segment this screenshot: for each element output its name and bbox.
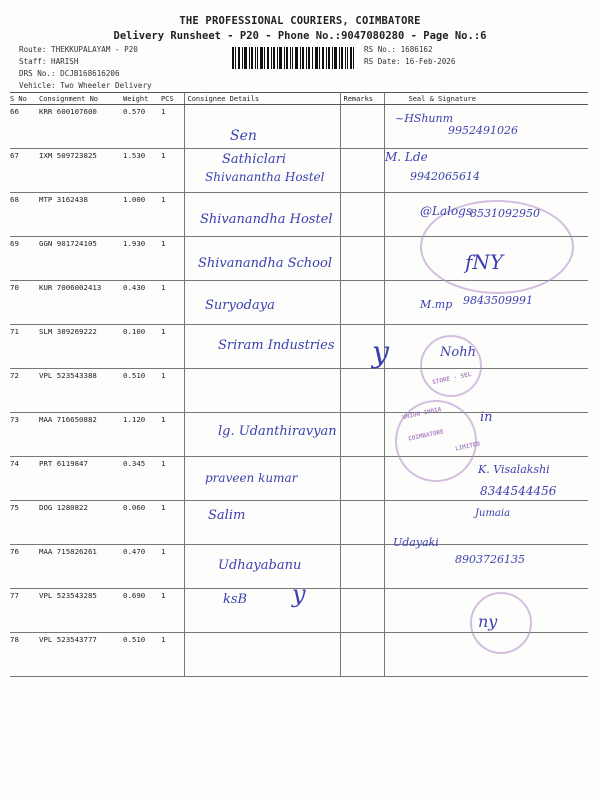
cell-sno: 78 <box>10 633 36 677</box>
handwritten-signature: fNY <box>465 250 504 274</box>
cell-consignment: VPL 523543777 <box>36 633 120 677</box>
col-sno: S No <box>10 93 36 105</box>
cell-consignment: VPL 523543388 <box>36 369 120 413</box>
col-seal: Seal & Signature <box>384 93 588 105</box>
barcode <box>232 47 354 69</box>
table-row <box>10 369 588 413</box>
cell-weight: 0.570 <box>120 105 158 149</box>
cell-sno: 67 <box>10 149 36 193</box>
cell-sno: 69 <box>10 237 36 281</box>
cell-consignment: MTP 3162438 <box>36 193 120 237</box>
stamp-text: COIMBATORE <box>407 428 445 443</box>
handwritten-name: Sathiclari <box>222 152 286 167</box>
cell-consignment: GGN 901724105 <box>36 237 120 281</box>
cell-weight: 1.530 <box>120 149 158 193</box>
handwritten-signature: ny <box>478 612 498 631</box>
cell-consignee <box>184 369 340 413</box>
stamp-text: UNION INDIA <box>401 405 443 422</box>
handwritten-name: Sriram Industries <box>218 338 335 353</box>
cell-pcs: 1 <box>158 589 184 633</box>
cell-consignment: MAA 716650882 <box>36 413 120 457</box>
company-title: THE PROFESSIONAL COURIERS, COIMBATORE <box>179 15 421 27</box>
cell-remarks <box>340 149 384 193</box>
staff-label: Staff: HARISH <box>19 57 79 66</box>
handwritten-signature: K. Visalakshi <box>478 463 550 476</box>
cell-pcs: 1 <box>158 193 184 237</box>
cell-weight: 0.510 <box>120 369 158 413</box>
handwritten-signature: Udayaki <box>393 536 439 549</box>
handwritten-mark: y <box>372 335 389 370</box>
rs-no-label: RS No.: 1686162 <box>364 45 433 54</box>
handwritten-signature: ~HShunm <box>395 112 454 125</box>
cell-consignment: KRR 600107600 <box>36 105 120 149</box>
cell-sno: 75 <box>10 501 36 545</box>
handwritten-signature: M. Lde <box>385 150 428 164</box>
cell-remarks <box>340 237 384 281</box>
cell-sno: 76 <box>10 545 36 589</box>
handwritten-phone: 8531092950 <box>470 207 540 220</box>
handwritten-name: Shivanandha Hostel <box>200 212 333 227</box>
vehicle-label: Vehicle: Two Wheeler Delivery <box>19 81 152 90</box>
cell-pcs: 1 <box>158 457 184 501</box>
cell-weight: 0.100 <box>120 325 158 369</box>
drs-label: DRS No.: DCJB168616206 <box>19 69 120 78</box>
cell-pcs: 1 <box>158 237 184 281</box>
cell-consignment: KUR 7006002413 <box>36 281 120 325</box>
cell-weight: 0.510 <box>120 633 158 677</box>
handwritten-phone: 8903726135 <box>455 553 525 566</box>
cell-pcs: 1 <box>158 149 184 193</box>
cell-pcs: 1 <box>158 501 184 545</box>
cell-consignment: SLM 389269222 <box>36 325 120 369</box>
cell-consignment: PRT 6119847 <box>36 457 120 501</box>
cell-pcs: 1 <box>158 633 184 677</box>
handwritten-phone: 9952491026 <box>448 124 518 137</box>
cell-seal <box>384 325 588 369</box>
stamp-text: LIMITED <box>454 440 481 453</box>
rs-date-label: RS Date: 16-Feb-2026 <box>364 57 456 66</box>
cell-sno: 74 <box>10 457 36 501</box>
cell-weight: 1.930 <box>120 237 158 281</box>
cell-remarks <box>340 193 384 237</box>
handwritten-name: Salim <box>208 508 246 523</box>
col-pcs: PCS <box>158 93 184 105</box>
cell-pcs: 1 <box>158 325 184 369</box>
cell-sno: 68 <box>10 193 36 237</box>
handwritten-signature: Nohh <box>440 345 476 360</box>
cell-consignment: VPL 523543285 <box>36 589 120 633</box>
cell-seal <box>384 545 588 589</box>
cell-pcs: 1 <box>158 545 184 589</box>
cell-sno: 77 <box>10 589 36 633</box>
cell-remarks <box>340 545 384 589</box>
col-remarks: Remarks <box>340 93 384 105</box>
col-consignee: Consignee Details <box>184 93 340 105</box>
cell-sno: 73 <box>10 413 36 457</box>
cell-weight: 0.060 <box>120 501 158 545</box>
cell-sno: 66 <box>10 105 36 149</box>
handwritten-name: ksB <box>223 592 248 607</box>
handwritten-name: Shivanantha Hostel <box>205 170 325 184</box>
handwritten-phone: 9843509991 <box>463 294 533 307</box>
handwritten-name: Suryodaya <box>205 298 275 313</box>
cell-remarks <box>340 501 384 545</box>
cell-weight: 0.470 <box>120 545 158 589</box>
cell-remarks <box>340 589 384 633</box>
handwritten-name: Sen <box>230 128 257 144</box>
handwritten-mark: y <box>292 580 306 608</box>
cell-pcs: 1 <box>158 413 184 457</box>
handwritten-name: Udhayabanu <box>218 558 302 573</box>
cell-remarks <box>340 281 384 325</box>
handwritten-phone: 8344544456 <box>480 484 557 498</box>
cell-remarks <box>340 633 384 677</box>
cell-remarks <box>340 413 384 457</box>
cell-weight: 0.345 <box>120 457 158 501</box>
cell-pcs: 1 <box>158 281 184 325</box>
cell-pcs: 1 <box>158 105 184 149</box>
route-label: Route: THEKKUPALAYAM - P20 <box>19 45 138 54</box>
cell-consignment: MAA 715826261 <box>36 545 120 589</box>
cell-consignment: IXM 509723825 <box>36 149 120 193</box>
cell-sno: 71 <box>10 325 36 369</box>
cell-consignee <box>184 589 340 633</box>
cell-weight: 1.000 <box>120 193 158 237</box>
handwritten-phone: 9942065614 <box>410 170 480 183</box>
cell-consignee <box>184 105 340 149</box>
cell-consignee <box>184 633 340 677</box>
cell-remarks <box>340 457 384 501</box>
handwritten-name: Shivanandha School <box>198 256 332 271</box>
cell-remarks <box>340 105 384 149</box>
col-weight: Weight <box>120 93 158 105</box>
runsheet-title: Delivery Runsheet - P20 - Phone No.:9047080280 - Page No.:6 <box>113 30 487 42</box>
cell-weight: 1.120 <box>120 413 158 457</box>
cell-weight: 0.430 <box>120 281 158 325</box>
cell-remarks <box>340 369 384 413</box>
cell-pcs: 1 <box>158 369 184 413</box>
handwritten-signature: @Lalogs <box>420 204 473 218</box>
handwritten-name: lg. Udanthiravyan <box>218 424 337 439</box>
handwritten-signature: M.mp <box>420 298 453 311</box>
stamp-text: STORE · SEL <box>431 370 473 387</box>
table-header-row <box>10 93 588 105</box>
handwritten-signature: in <box>480 410 493 425</box>
cell-consignment: DOG 1280822 <box>36 501 120 545</box>
handwritten-name: praveen kumar <box>205 471 298 485</box>
handwritten-signature: Jumaia <box>475 508 511 519</box>
cell-sno: 70 <box>10 281 36 325</box>
cell-weight: 0.690 <box>120 589 158 633</box>
col-consignment: Consignment No <box>36 93 120 105</box>
cell-sno: 72 <box>10 369 36 413</box>
